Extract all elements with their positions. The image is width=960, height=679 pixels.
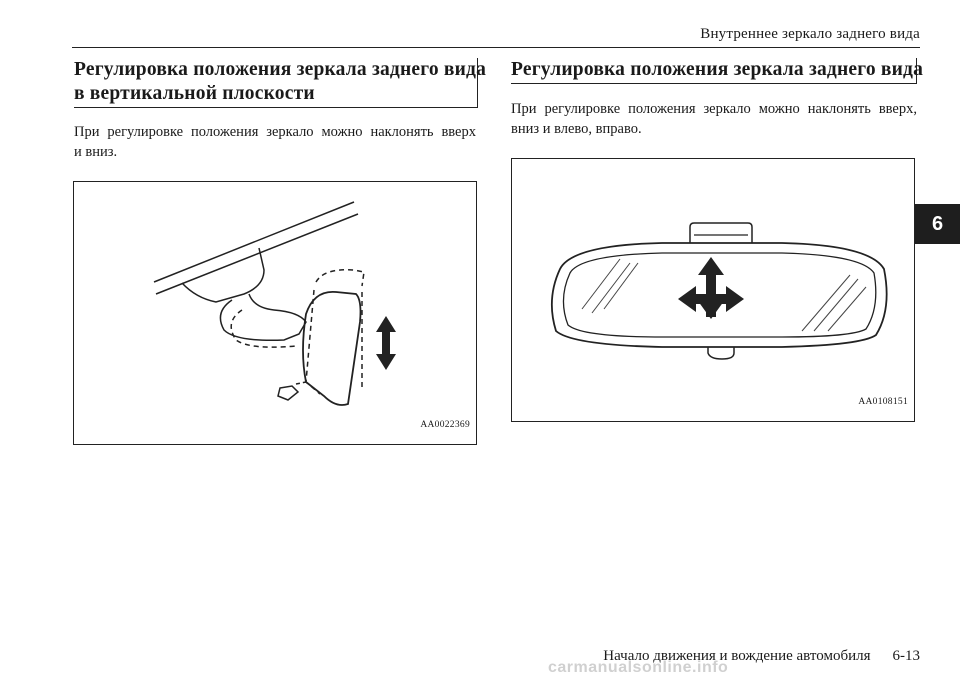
figure-mirror-vertical-tilt: [73, 181, 477, 445]
footer-chapter-title: Начало движения и вождение автомобиля: [603, 648, 871, 664]
chapter-tab[interactable]: 6: [915, 204, 960, 244]
heading-line: Регулировка положения зеркала заднего вида: [511, 59, 924, 80]
body-line: При регулировке положения зеркало можно наклонять вверх: [74, 124, 476, 140]
body-line: При регулировке положения зеркало можно наклонять вверх,: [511, 101, 917, 117]
top-rule: [72, 47, 920, 48]
watermark: carmanualsonline.info: [548, 659, 729, 676]
body-text-vertical: [74, 122, 476, 162]
heading-line: в вертикальной плоскости: [74, 83, 315, 104]
section-heading-vertical: [74, 58, 487, 108]
page-number: 6-13: [892, 648, 920, 664]
figure-code: AA0108151: [858, 397, 908, 407]
section-heading-general: [511, 58, 924, 84]
mirror-four-way-arrows-icon: [512, 159, 914, 421]
heading-line: Регулировка положения зеркала заднего вида: [74, 59, 487, 80]
figure-code: AA0022369: [420, 420, 470, 430]
mirror-tilt-vertical-icon: [74, 182, 476, 444]
running-head: Внутреннее зеркало заднего вида: [700, 26, 920, 42]
body-line: вниз и влево, вправо.: [511, 121, 642, 137]
body-line: и вниз.: [74, 144, 118, 160]
figure-mirror-four-way: [511, 158, 915, 422]
body-text-general: [511, 99, 917, 139]
